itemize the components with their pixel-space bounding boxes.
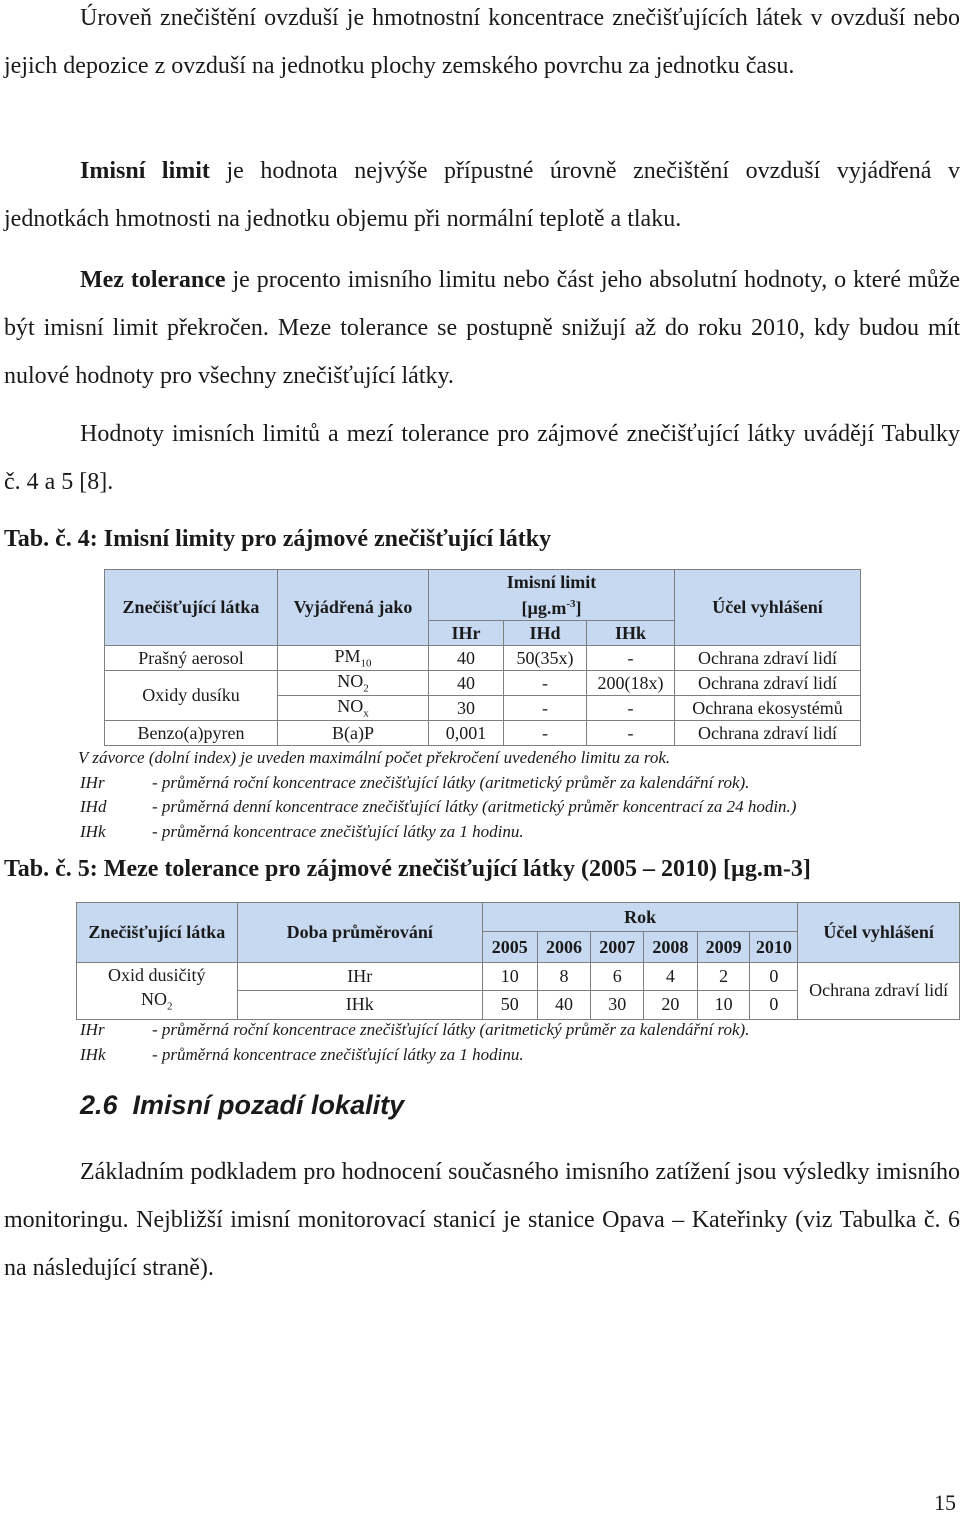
table4-header-expressed-as: Vyjádřená jako: [278, 570, 429, 646]
table4-notes: [80, 746, 796, 844]
paragraph-air-pollution-level: Úroveň znečištění ovzduší je hmotnostní koncentrace znečišťujících látek v ovzduší nebo jejich depozice z ovzduší na jednotku plochy zemského povrchu za jednotku času.: [4, 5, 960, 79]
table5-year-2010: 2010: [750, 932, 798, 963]
list-item: IHr - průměrná roční koncentrace znečišťující látky (aritmetický průměr za kalendářní rok).: [80, 772, 750, 792]
table5-year-2009: 2009: [697, 932, 750, 963]
table-row: $NO_x$ 30 - - Ochrana ekosystémů: [105, 696, 861, 721]
table-row: Benzo(a)pyren B(a)P 0,001 - - Ochrana zdraví lidí: [105, 721, 861, 746]
table4-caption: Tab. č. 4: Imisní limity pro zájmové znečišťující látky: [4, 526, 552, 552]
table5-header-year: Rok: [482, 903, 797, 932]
table4-header-ihd: IHd: [504, 621, 587, 646]
definition-emission-limit: je hodnota nejvýše přípustné úrovně znečištění ovzduší vyjádřená v jednotkách hmotnosti na jednotku objemu při normální teplotě a tlaku.: [4, 158, 960, 232]
term-tolerance-margin: Mez tolerance: [80, 267, 226, 293]
table5-header-purpose: Účel vyhlášení: [798, 903, 960, 963]
table5-header-substance: Znečišťující látka: [77, 903, 238, 963]
table5-year-2005: 2005: [482, 932, 537, 963]
list-item: IHd - průměrná denní koncentrace znečišťující látky (aritmetický průměr koncentrací za 24 hodin.): [80, 797, 797, 816]
table5-notes: [80, 1018, 749, 1067]
table5-year-2006: 2006: [537, 932, 591, 963]
list-item: IHr - průměrná roční koncentrace znečišťující látky (aritmetický průměr za kalendářní rok).: [80, 1020, 750, 1039]
section-heading: 2.6 Imisní pozadí lokality: [80, 1090, 405, 1120]
paragraph-background-monitoring: Základním podkladem pro hodnocení současného imisního zatížení jsou výsledky imisního monitoringu. Nejbližší imisní monitorovací stanicí je stanice Opava – Kateřinky (viz Tabulka č. 6 na následující straně).: [4, 1159, 960, 1281]
list-item: IHk - průměrná koncentrace znečišťující látky za 1 hodinu.: [80, 1044, 524, 1064]
table4-header-limit: Imisní limit $[\mu g.m^{-3}]$: [429, 570, 675, 621]
paragraph-tables-reference: Hodnoty imisních limitů a mezí tolerance pro zájmové znečišťující látky uvádějí Tabulky č. 4 a 5 [8].: [4, 421, 960, 495]
table-row: IHk 50 40 30 20 10 0: [77, 991, 960, 1019]
table4-emission-limits: [104, 569, 861, 746]
table5-header-period: Doba průměrování: [237, 903, 482, 963]
list-item: IHk - průměrná koncentrace znečišťující látky za 1 hodinu.: [80, 821, 524, 841]
table5-caption: Tab. č. 5: Meze tolerance pro zájmové znečišťující látky (2005 – 2010) [µg.m-3]: [4, 856, 811, 882]
table4-header-ihk: IHk: [587, 621, 675, 646]
table4-header-ihr: IHr: [429, 621, 504, 646]
definition-tolerance-margin: je procento imisního limitu nebo část jeho absolutní hodnoty, o které může být imisní limit překročen. Meze tolerance se postupně snižují až do roku 2010, kdy budou mít nulové hodnoty pro všechny znečišťující látky.: [4, 267, 960, 389]
paragraph-tolerance-margin: [4, 256, 960, 400]
page-number: 15: [934, 1490, 956, 1515]
paragraph-emission-limit: [4, 147, 960, 243]
table4-note-main: V závorce (dolní index) je uveden maximální počet překročení uvedeného limitu za rok.: [78, 748, 671, 767]
table5-year-2007: 2007: [591, 932, 644, 963]
table4-header-substance: Znečišťující látka: [105, 570, 278, 646]
table4-header-purpose: Účel vyhlášení: [675, 570, 861, 646]
term-emission-limit: Imisní limit: [80, 158, 210, 184]
table-row: Oxidy dusíku $NO_2$ 40 - 200(18x) Ochrana zdraví lidí: [105, 671, 861, 696]
table-row: Oxid dusičitý $NO_2$ IHr 10 8 6 4 2 0 Ochrana zdraví lidí: [77, 963, 960, 991]
table5-tolerance-margins: [76, 902, 960, 1020]
table-row: Prašný aerosol $PM_{10}$ 40 50(35x) - Ochrana zdraví lidí: [105, 646, 861, 671]
table5-year-2008: 2008: [644, 932, 698, 963]
